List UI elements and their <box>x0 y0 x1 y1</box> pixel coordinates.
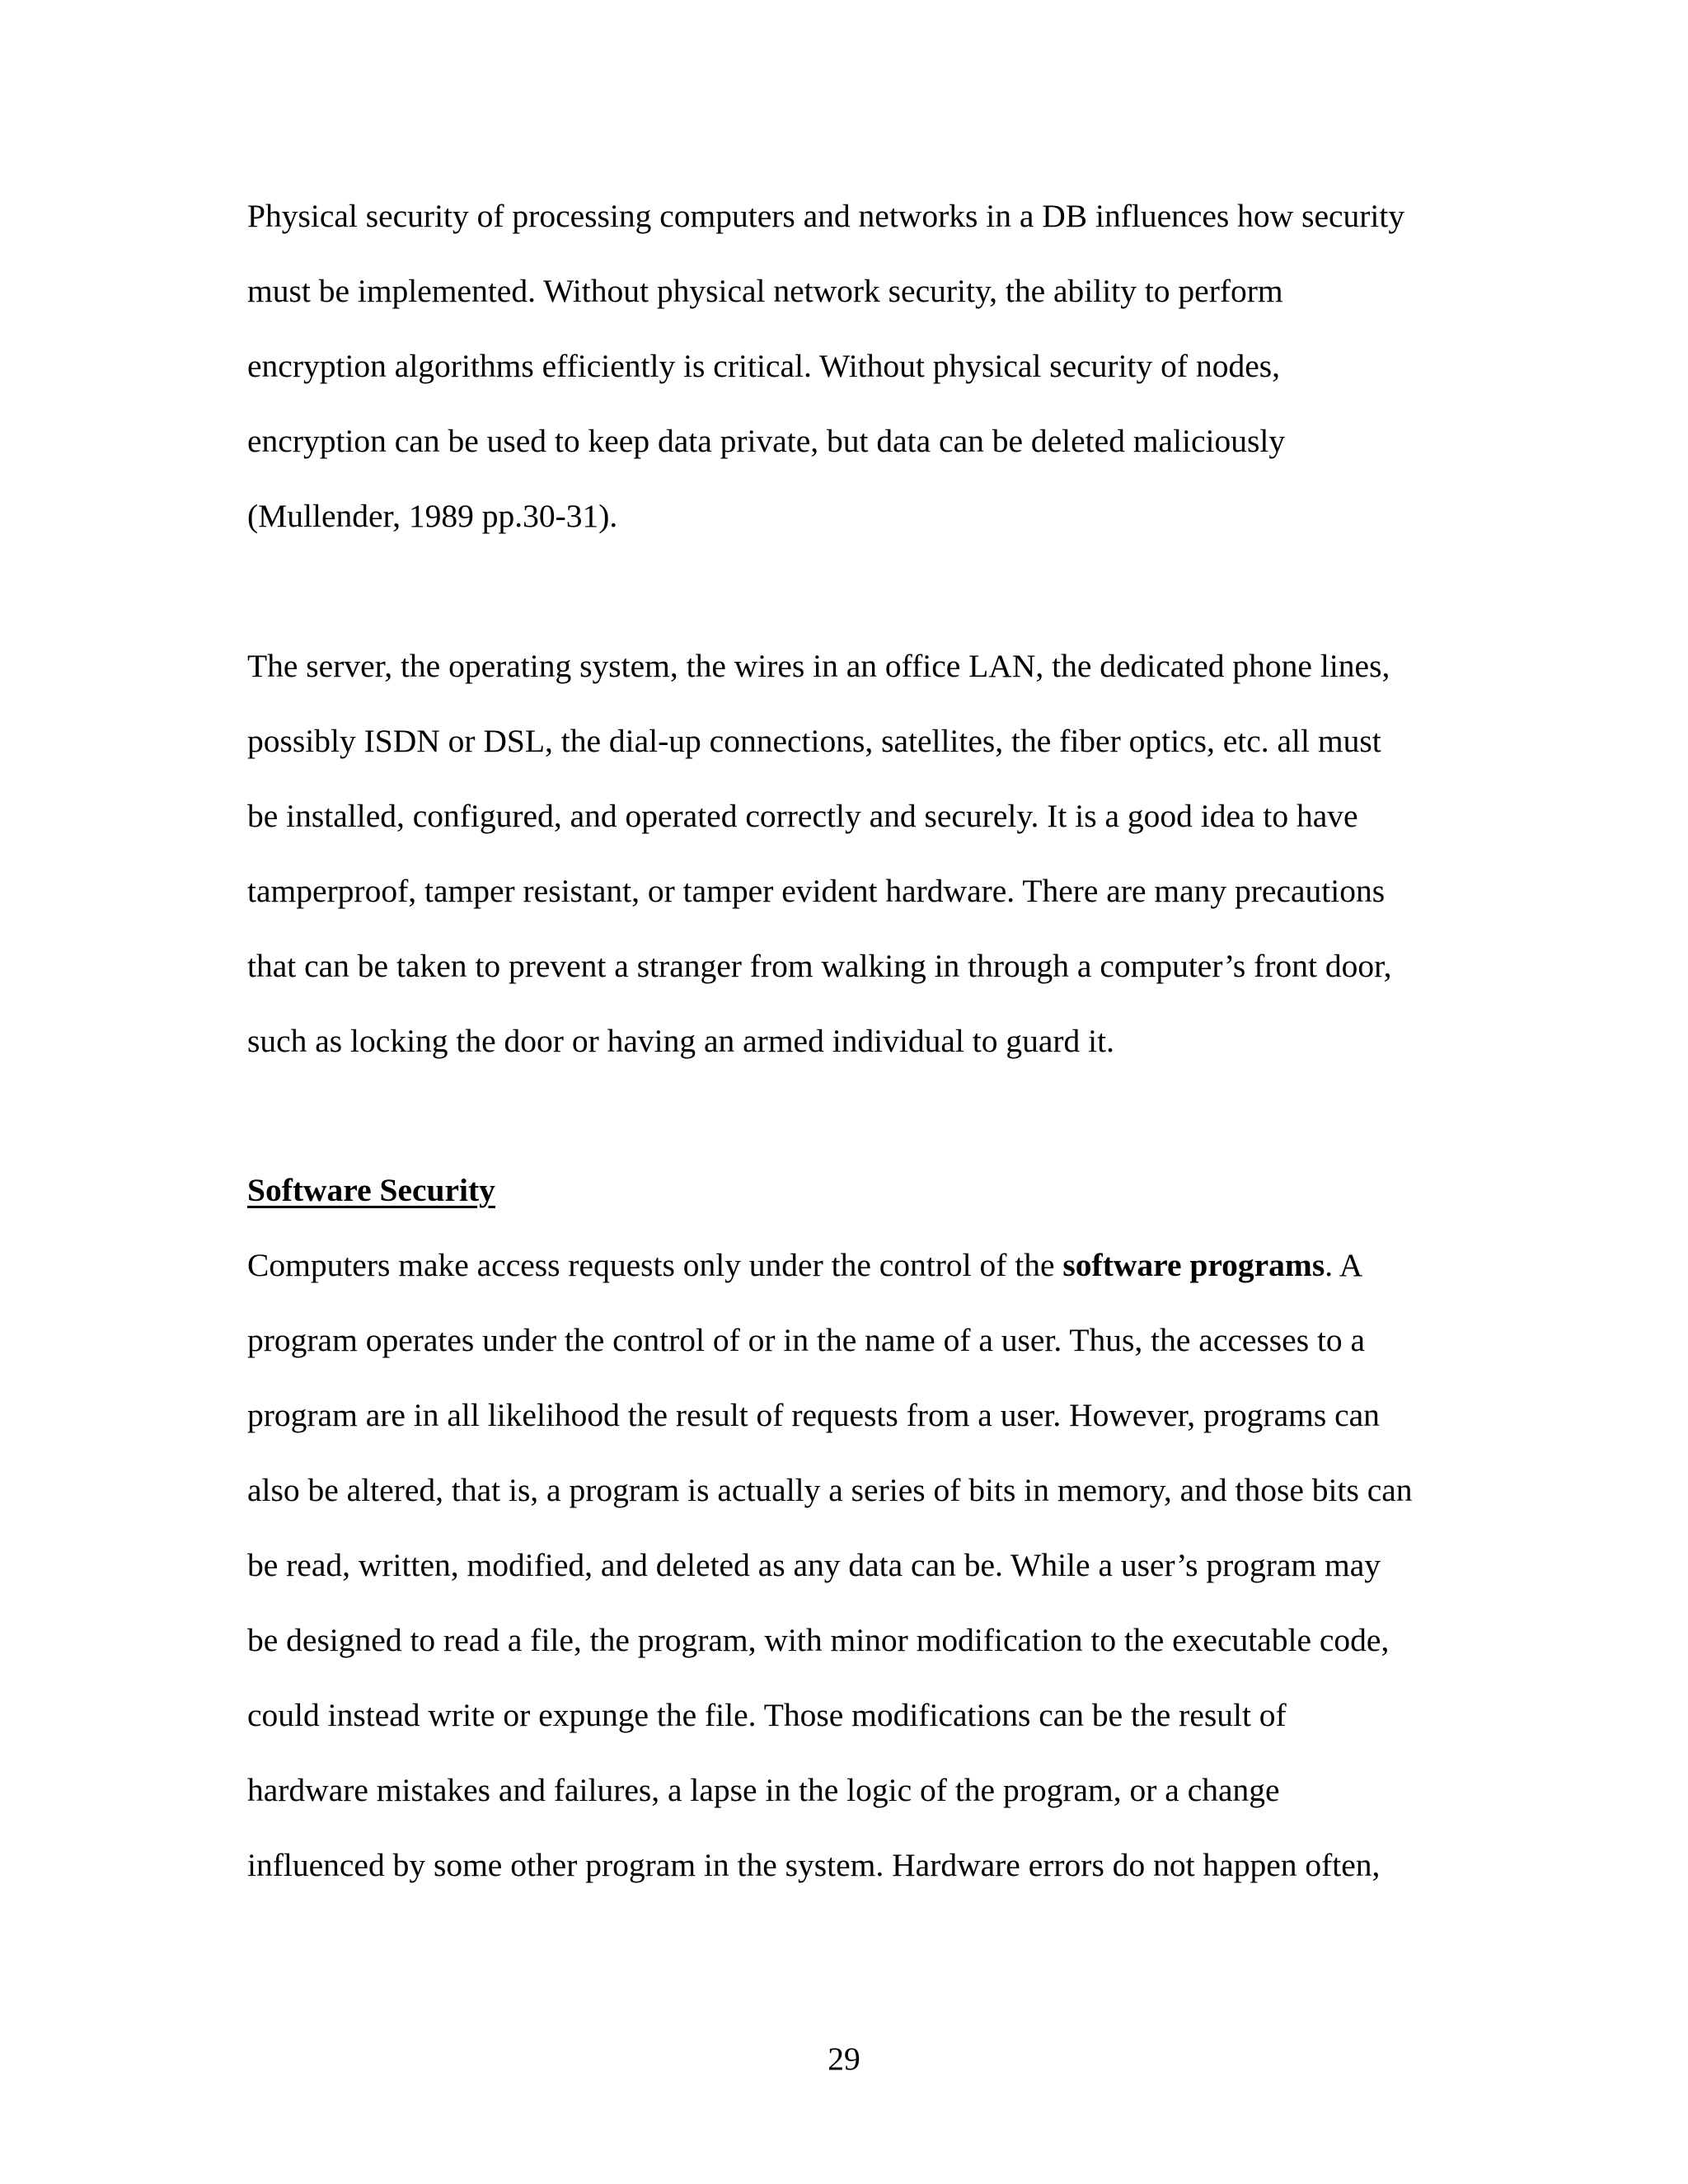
text-line: program are in all likelihood the result of requests from a user. However, programs can <box>247 1397 1380 1433</box>
text-line-with-bold <box>247 1240 1362 1290</box>
text-line: tamperproof, tamper resistant, or tamper evident hardware. There are many precautions <box>247 873 1386 909</box>
text-run: Computers make access requests only under the control of the <box>247 1247 1063 1283</box>
text-line: possibly ISDN or DSL, the dial-up connections, satellites, the fiber optics, etc. all must <box>247 723 1381 759</box>
text-line: such as locking the door or having an armed individual to guard it. <box>247 1023 1114 1059</box>
bold-term: software programs <box>1062 1247 1325 1283</box>
text-line: encryption can be used to keep data private, but data can be deleted maliciously <box>247 423 1286 459</box>
text-line: be installed, configured, and operated correctly and securely. It is a good idea to have <box>247 798 1358 834</box>
text-line: be read, written, modified, and deleted as any data can be. While a user’s program may <box>247 1547 1381 1583</box>
page-number: 29 <box>828 2041 860 2077</box>
text-line: that can be taken to prevent a stranger from walking in through a computer’s front door, <box>247 948 1392 984</box>
text-line: encryption algorithms efficiently is critical. Without physical security of nodes, <box>247 348 1280 384</box>
text-line: be designed to read a file, the program, with minor modification to the executable code, <box>247 1622 1390 1658</box>
text-line: could instead write or expunge the file. Those modifications can be the result of <box>247 1697 1287 1733</box>
text-run: . A <box>1325 1247 1363 1283</box>
text-line: The server, the operating system, the wires in an office LAN, the dedicated phone lines, <box>247 648 1390 684</box>
text-line: also be altered, that is, a program is actually a series of bits in memory, and those bits can <box>247 1472 1413 1508</box>
text-line: (Mullender, 1989 pp.30-31). <box>247 498 618 534</box>
text-line: hardware mistakes and failures, a lapse in the logic of the program, or a change <box>247 1772 1280 1808</box>
text-line: must be implemented. Without physical network security, the ability to perform <box>247 273 1283 309</box>
text-line: influenced by some other program in the system. Hardware errors do not happen often, <box>247 1847 1381 1883</box>
section-heading: Software Security <box>247 1172 495 1208</box>
text-line: Physical security of processing computers and networks in a DB influences how security <box>247 198 1405 234</box>
text-line: program operates under the control of or in the name of a user. Thus, the accesses to a <box>247 1322 1366 1358</box>
